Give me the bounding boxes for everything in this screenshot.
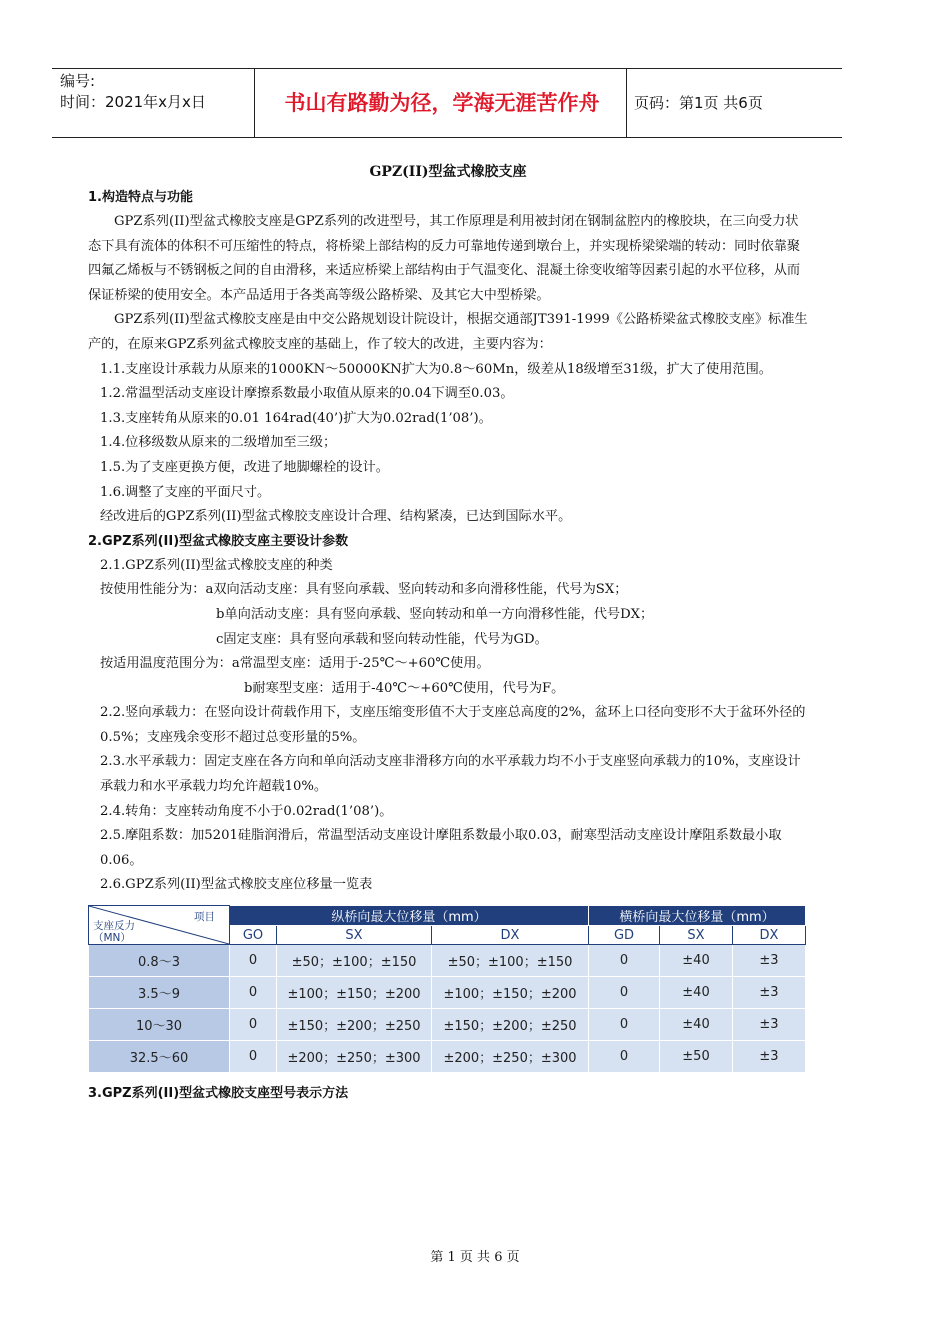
table-cell: ±40 [660, 977, 733, 1009]
column-header: DX [432, 926, 589, 945]
table-row [89, 1041, 806, 1073]
list-item: b耐寒型支座：适用于-40℃～+60℃使用，代号为F。 [244, 680, 565, 696]
table-row [89, 945, 806, 977]
table-cell: 0 [589, 1009, 660, 1041]
list-item: 1.2.常温型活动支座设计摩擦系数最小取值从原来的0.04下调至0.03。 [100, 386, 514, 402]
column-header: SX [660, 926, 733, 945]
section-1-paragraph: GPZ系列(II)型盆式橡胶支座是GPZ系列的改进型号，其工作原理是利用被封闭在钢制盆腔内的橡胶块，在三向受力状态下具有流体的体积不可压缩性的特点，将桥梁上部结构的反力可靠地传递到墩台上，并实现桥梁梁端的转动：同时依靠聚四氟乙烯板与不锈钢板之间的自由滑移，来适应桥梁上部结构由于气温变化、混凝土徐变收缩等因素引起的水平位移，从而保证桥梁的使用安全。本产品适用于各类高等级公路桥梁、及其它大中型桥梁。 [88, 214, 801, 303]
table-cell: ±50；±100；±150 [277, 945, 432, 977]
table-cell: ±100；±150；±200 [277, 977, 432, 1009]
table-cell: 10～30 [89, 1009, 230, 1041]
list-item: 2.3.水平承载力：固定支座在各方向和单向活动支座非滑移方向的水平承载力均不小于支座竖向承载力的10%，支座设计承载力和水平承载力均允许超载10%。 [100, 754, 801, 795]
table-cell: ±3 [733, 1009, 806, 1041]
list-item: 按使用性能分为：a双向活动支座：具有竖向承载、竖向转动和多向滑移性能，代号为SX； [100, 582, 628, 598]
table-cell: 0 [589, 1041, 660, 1073]
list-item: 1.1.支座设计承载力从原来的1000KN～50000KN扩大为0.8～60Mn，级差从18级增至31级，扩大了使用范围。 [100, 361, 772, 377]
page-footer: 第 1 页 共 6 页 [430, 1250, 520, 1265]
table-cell: ±200；±250；±300 [432, 1041, 589, 1073]
table-cell: ±50 [660, 1041, 733, 1073]
list-item: c固定支座：具有竖向承载和竖向转动性能，代号为GD。 [216, 631, 548, 647]
header-divider [254, 69, 255, 137]
table-cell: 0 [589, 945, 660, 977]
corner-item-label: 项目 [194, 911, 215, 923]
table-caption: 2.6.GPZ系列(II)型盆式橡胶支座位移量一览表 [100, 877, 373, 893]
list-item: 1.4.位移级数从原来的二级增加至三级； [100, 435, 337, 451]
displacement-table [88, 905, 806, 1073]
column-header: GO [230, 926, 277, 945]
table-cell: ±3 [733, 945, 806, 977]
list-item: 1.3.支座转角从原来的0.01 164rad(40’)扩大为0.02rad(1’08’)。 [100, 410, 492, 426]
header-meta [60, 71, 250, 113]
table-cell: 0 [589, 977, 660, 1009]
table-cell: ±3 [733, 1041, 806, 1073]
section-3-heading: 3.GPZ系列(II)型盆式橡胶支座型号表示方法 [88, 1086, 349, 1101]
list-item: 2.2.竖向承载力：在竖向设计荷载作用下，支座压缩变形值不大于支座总高度的2%，盆环上口径向变形不大于盆环外径的0.5%；支座残余变形不超过总变形量的5%。 [100, 705, 806, 745]
table-cell: 0 [230, 1009, 277, 1041]
transverse-header: 横桥向最大位移量（mm） [589, 906, 806, 926]
list-item: 2.1.GPZ系列(II)型盆式橡胶支座的种类 [100, 557, 333, 573]
table-cell: ±150；±200；±250 [277, 1009, 432, 1041]
longitudinal-header: 纵桥向最大位移量（mm） [230, 906, 589, 926]
list-item: 2.4.转角：支座转动角度不小于0.02rad(1’08’)。 [100, 803, 393, 819]
header-divider [626, 69, 627, 137]
table-corner-cell [89, 906, 230, 945]
table-cell: ±40 [660, 945, 733, 977]
section-1-heading: 1.构造特点与功能 [88, 190, 193, 205]
table-cell: 3.5～9 [89, 977, 230, 1009]
document-body [88, 160, 808, 898]
column-header: DX [733, 926, 806, 945]
section-1-paragraph: GPZ系列(II)型盆式橡胶支座是由中交公路规划设计院设计，根据交通部JT391-1999《公路桥梁盆式橡胶支座》标准生产的，在原来GPZ系列盆式橡胶支座的基础上，作了较大的改进，主要内容为： [88, 312, 808, 352]
list-item: 按适用温度范围分为：a常温型支座：适用于-25℃～+60℃使用。 [100, 656, 490, 672]
table-row [89, 1009, 806, 1041]
section-1-conclusion: 经改进后的GPZ系列(II)型盆式橡胶支座设计合理、结构紧凑，已达到国际水平。 [100, 509, 572, 525]
table-cell: ±150；±200；±250 [432, 1009, 589, 1041]
table-cell: 32.5～60 [89, 1041, 230, 1073]
list-item: 1.5.为了支座更换方便，改进了地脚螺栓的设计。 [100, 459, 389, 475]
section-2-heading: 2.GPZ系列(II)型盆式橡胶支座主要设计参数 [88, 533, 349, 549]
table-cell: ±200；±250；±300 [277, 1041, 432, 1073]
header-motto: 书山有路勤为径，学海无涯苦作舟 [284, 91, 600, 115]
list-item: 2.5.摩阻系数：加5201硅脂润滑后，常温型活动支座设计摩阻系数最小取0.03，耐寒型活动支座设计摩阻系数最小取0.06。 [100, 828, 782, 868]
table-cell: 0.8～3 [89, 945, 230, 977]
table-cell: ±50；±100；±150 [432, 945, 589, 977]
column-header: SX [277, 926, 432, 945]
table-row [89, 977, 806, 1009]
list-item: 1.6.调整了支座的平面尺寸。 [100, 484, 271, 500]
table-cell: ±40 [660, 1009, 733, 1041]
corner-force-label: 支座反力 （MN） [93, 920, 135, 944]
doc-time-label: 时间：2021年x月x日 [60, 93, 206, 111]
page-header [52, 68, 842, 138]
table-cell: ±100；±150；±200 [432, 977, 589, 1009]
column-header: GD [589, 926, 660, 945]
doc-number-label: 编号: [60, 72, 96, 90]
header-page-info: 页码：第1页 共6页 [634, 94, 763, 112]
table-cell: 0 [230, 977, 277, 1009]
table-cell: 0 [230, 1041, 277, 1073]
list-item: b单向活动支座：具有竖向承载、竖向转动和单一方向滑移性能，代号DX； [216, 606, 654, 622]
table-cell: 0 [230, 945, 277, 977]
table-cell: ±3 [733, 977, 806, 1009]
doc-title: GPZ(II)型盆式橡胶支座 [369, 164, 527, 180]
